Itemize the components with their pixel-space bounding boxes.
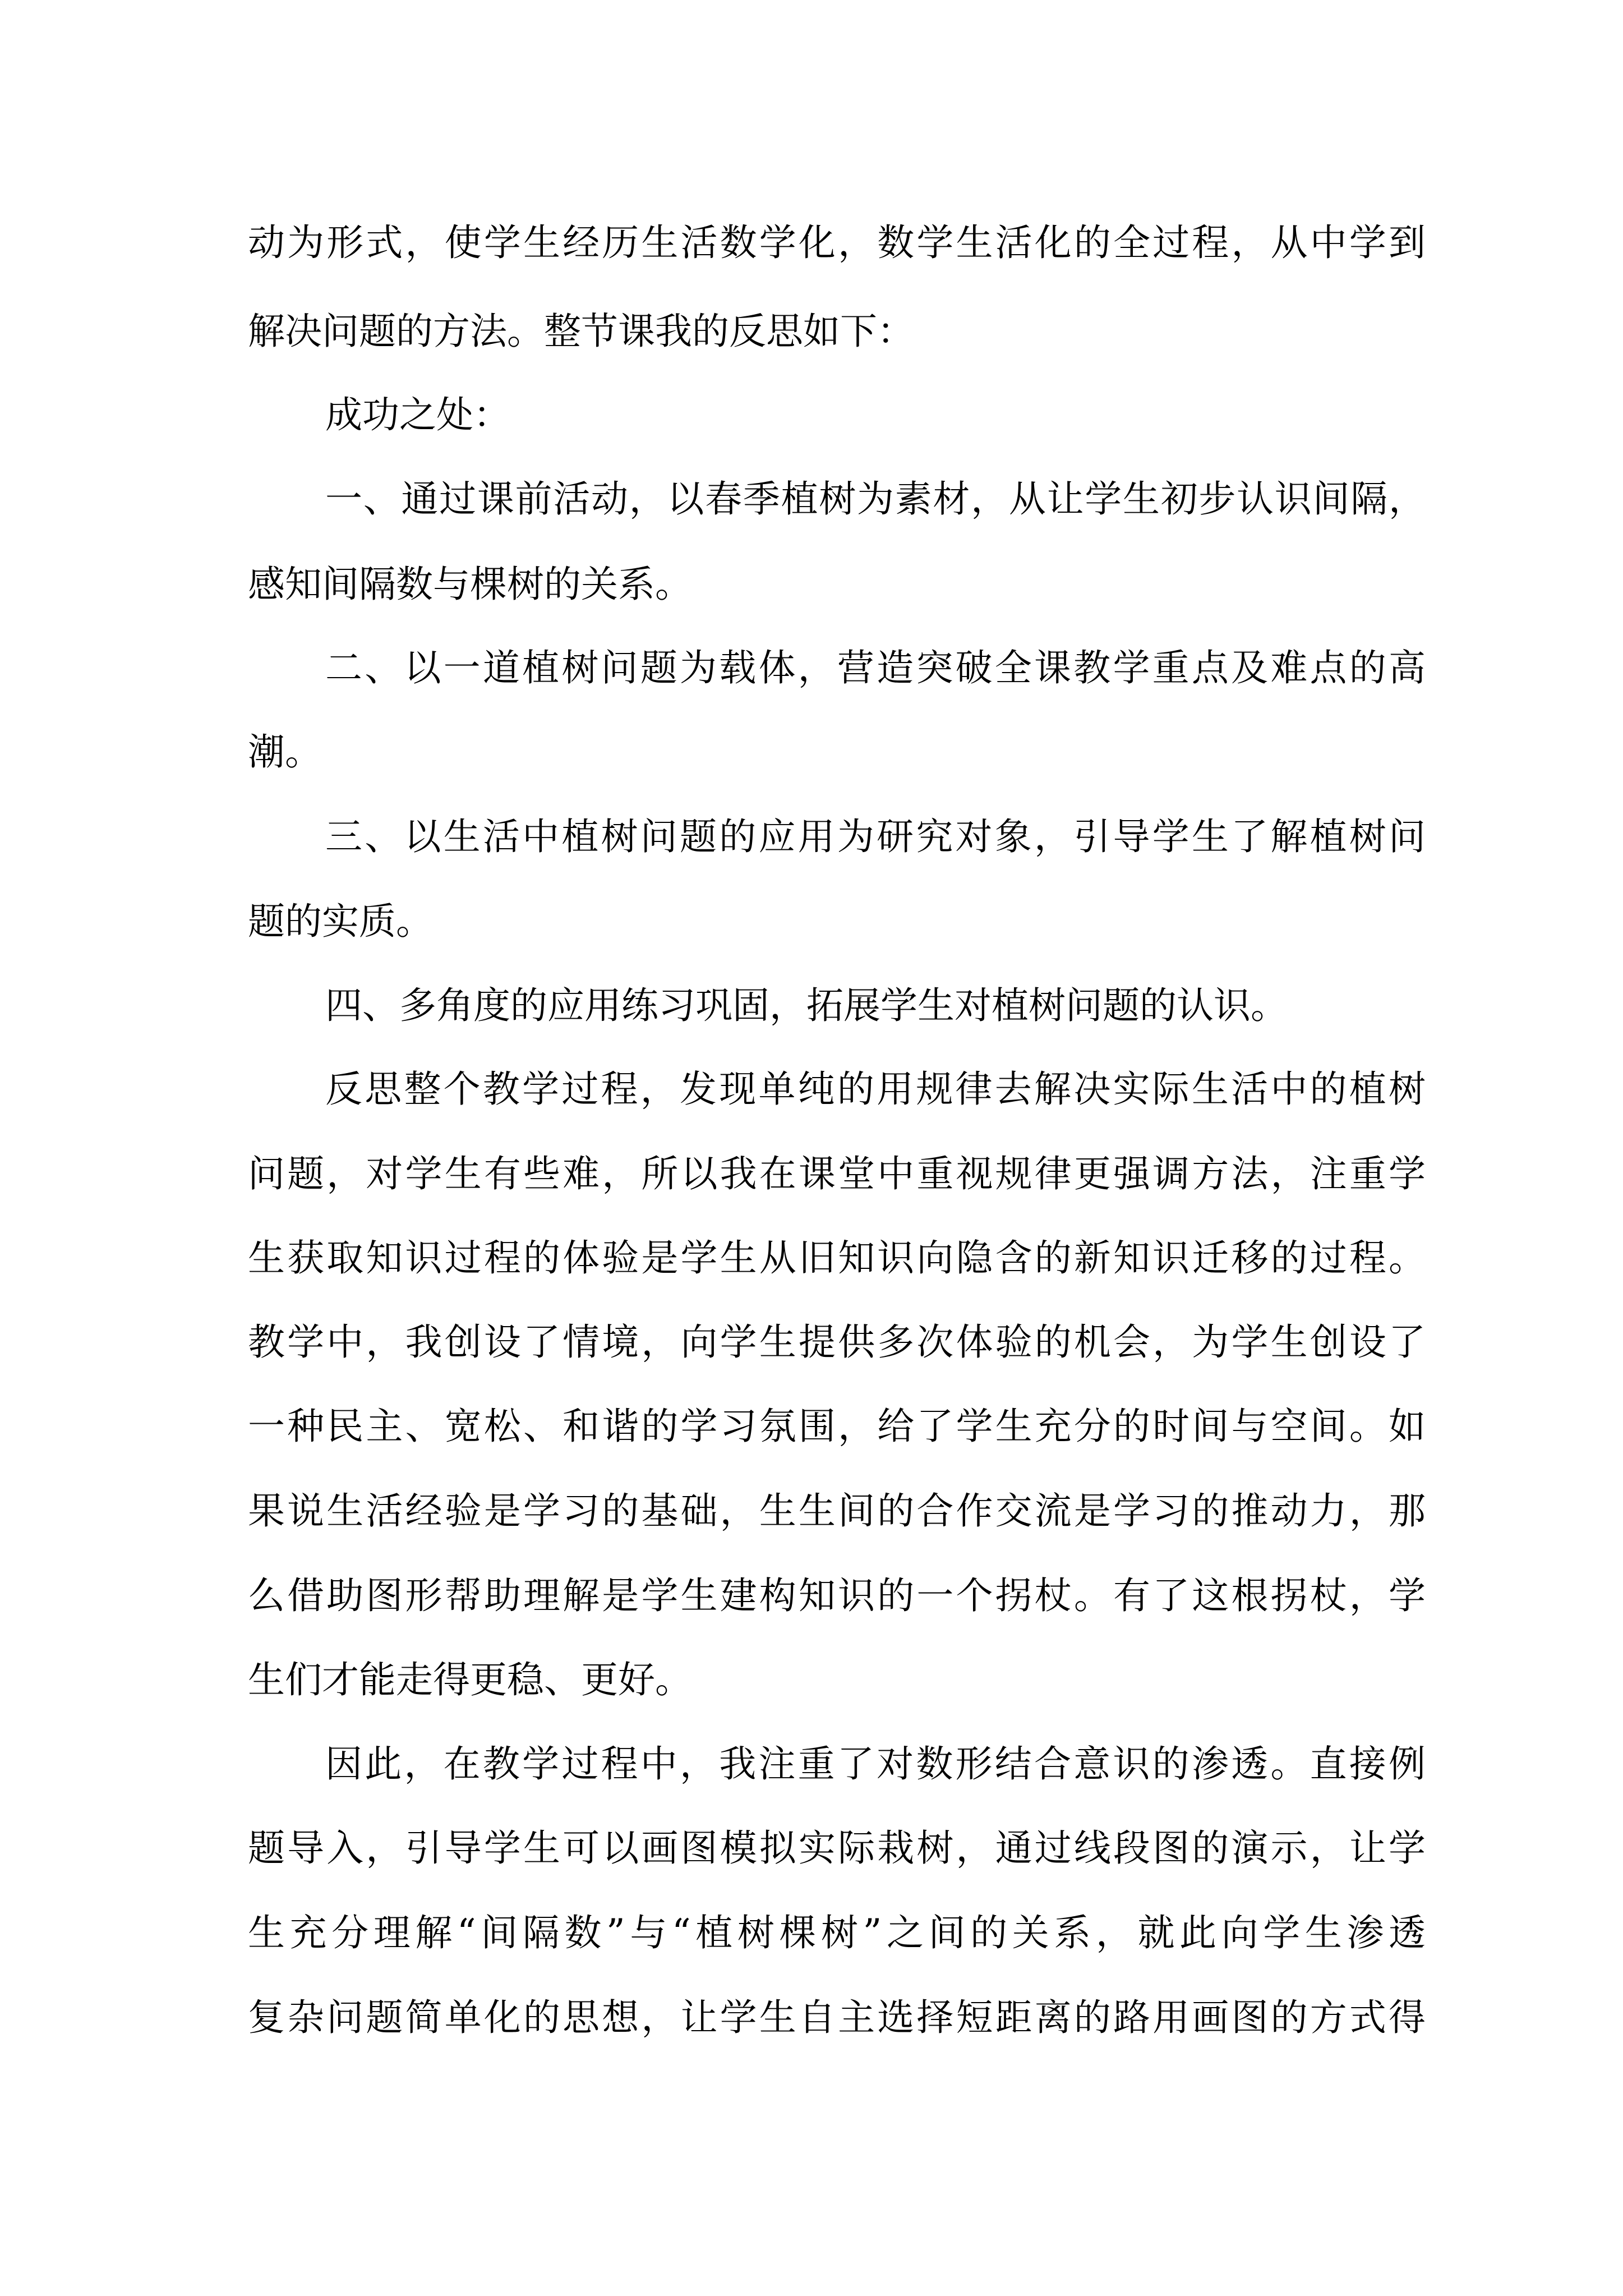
paragraph-line: 果说生活经验是学习的基础，生生间的合作交流是学习的推动力，那 <box>248 1489 1426 1533</box>
text-line: 题的实质。 <box>248 900 433 943</box>
text-line: 解决问题的方法。整节课我的反思如下： <box>248 310 914 353</box>
list-item: 三、以生活中植树问题的应用为研究对象，引导学生了解植树问 <box>325 815 1426 858</box>
section-heading: 成功之处： <box>325 393 510 436</box>
paragraph-line: 么借助图形帮助理解是学生建构知识的一个拐杖。有了这根拐杖，学 <box>248 1574 1426 1617</box>
paragraph-line: 因此，在教学过程中，我注重了对数形结合意识的渗透。直接例 <box>325 1742 1426 1786</box>
paragraph-line: 反思整个教学过程，发现单纯的用规律去解决实际生活中的植树 <box>325 1068 1426 1111</box>
paragraph-line: 生们才能走得更稳、更好。 <box>248 1658 692 1701</box>
text-line: 感知间隔数与棵树的关系。 <box>248 563 692 606</box>
paragraph-line: 一种民主、宽松、和谐的学习氛围，给了学生充分的时间与空间。如 <box>248 1405 1426 1448</box>
list-item: 一、通过课前活动，以春季植树为素材，从让学生初步认识间隔， <box>325 477 1426 521</box>
list-item: 四、多角度的应用练习巩固，拓展学生对植树问题的认识。 <box>325 984 1288 1027</box>
paragraph-line: 题导入，引导学生可以画图模拟实际栽树，通过线段图的演示，让学 <box>248 1826 1426 1870</box>
paragraph-line: 生充分理解“间隔数”与“植树棵树”之间的关系，就此向学生渗透 <box>248 1911 1426 1954</box>
text-line: 潮。 <box>248 730 322 774</box>
paragraph-line: 问题，对学生有些难，所以我在课堂中重视规律更强调方法，注重学 <box>248 1152 1426 1195</box>
list-item: 二、以一道植树问题为载体，营造突破全课教学重点及难点的高 <box>325 646 1426 689</box>
paragraph-line: 复杂问题简单化的思想，让学生自主选择短距离的路用画图的方式得 <box>248 1996 1426 2039</box>
text-line: 动为形式，使学生经历生活数学化，数学生活化的全过程，从中学到 <box>248 221 1426 264</box>
paragraph-line: 教学中，我创设了情境，向学生提供多次体验的机会，为学生创设了 <box>248 1320 1426 1364</box>
paragraph-line: 生获取知识过程的体验是学生从旧知识向隐含的新知识迁移的过程。 <box>248 1236 1426 1280</box>
